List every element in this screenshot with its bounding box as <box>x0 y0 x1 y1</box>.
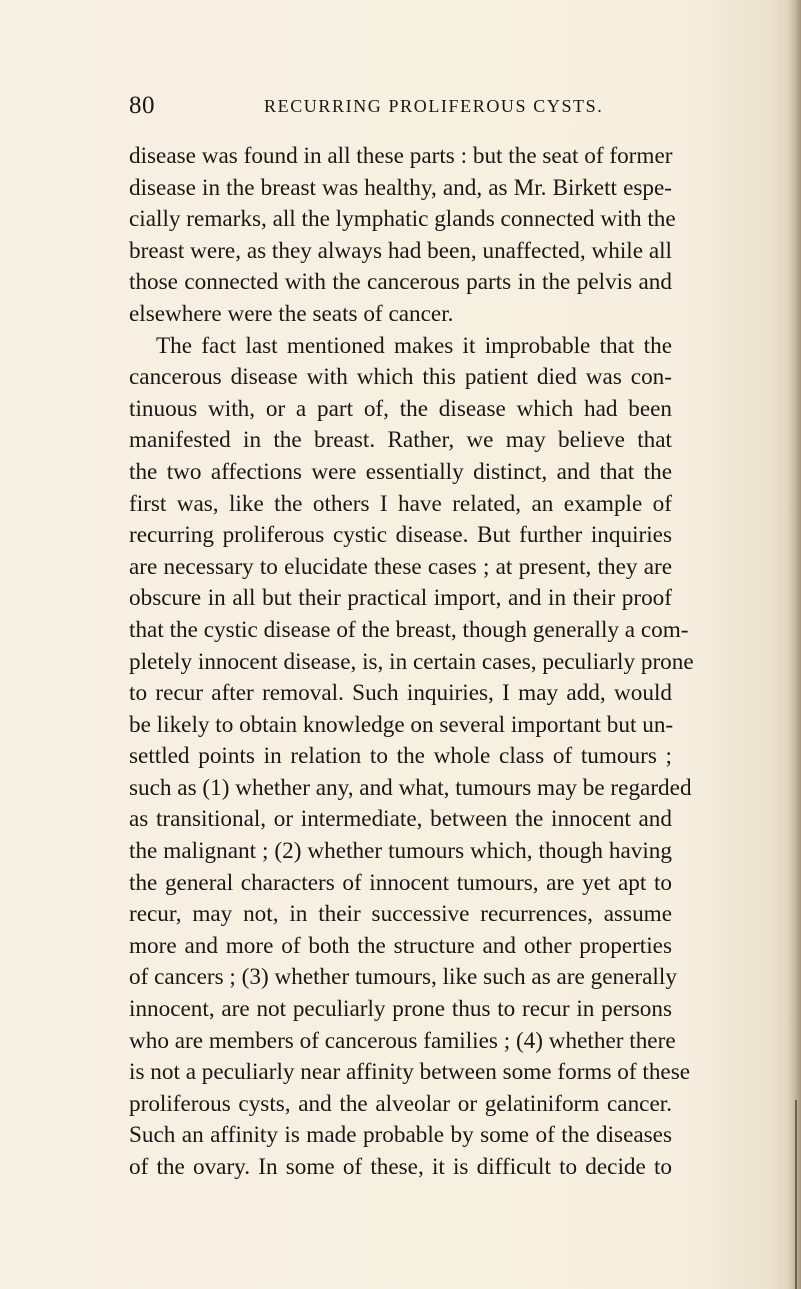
text-line: cially remarks, all the lymphatic glands connected with the <box>129 206 676 233</box>
running-head <box>129 92 671 124</box>
text-line: as transitional, or intermediate, between the innocent and <box>129 806 672 833</box>
text-line: of the ovary. In some of these, it is difficult to decide to <box>129 1154 672 1180</box>
body-text <box>129 141 694 1184</box>
text-line: settled points in relation to the whole class of tumours ; <box>129 743 672 770</box>
text-line: of cancers ; (3) whether tumours, like such as are generally <box>129 964 677 991</box>
text-line: to recur after removal. Such inquiries, I may add, would <box>129 680 672 707</box>
text-line: those connected with the cancerous parts in the pelvis and <box>129 269 672 296</box>
text-line: obscure in all but their practical import, and in their proof <box>129 585 672 612</box>
text-line: disease was found in all these parts : but the seat of former <box>129 143 673 169</box>
page-edge-shadow <box>787 0 801 1289</box>
text-line: disease in the breast was healthy, and, as Mr. Birkett espe- <box>129 174 672 201</box>
text-line: the two affections were essentially distinct, and that the <box>129 458 672 485</box>
page-number: 80 <box>129 92 155 119</box>
text-line: are necessary to elucidate these cases ; at present, they are <box>129 553 672 580</box>
text-line: Such an affinity is made probable by some of the diseases <box>129 1122 672 1149</box>
text-line: the malignant ; (2) whether tumours which, though having <box>129 838 672 865</box>
text-line: recur, may not, in their successive recurrences, assume <box>129 901 672 928</box>
running-title: RECURRING PROLIFEROUS CYSTS. <box>264 96 604 116</box>
text-line: who are members of cancerous families ; (4) whether there <box>129 1027 676 1054</box>
text-line: proliferous cysts, and the alveolar or gelatiniform cancer. <box>129 1090 672 1117</box>
text-line: innocent, are not peculiarly prone thus to recur in persons <box>129 996 672 1023</box>
text-line: first was, like the others I have related, an example of <box>129 490 672 517</box>
text-line: elsewhere were the seats of cancer. <box>129 300 454 327</box>
text-line: is not a peculiarly near affinity between some forms of these <box>129 1059 691 1086</box>
text-line: manifested in the breast. Rather, we may believe that <box>129 427 672 454</box>
text-line: more and more of both the structure and other properties <box>129 932 672 959</box>
page-edge-line <box>795 1100 797 1289</box>
text-line: the general characters of innocent tumours, are yet apt to <box>129 869 672 896</box>
text-line: recurring proliferous cystic disease. But further inquiries <box>129 522 672 549</box>
text-line: tinuous with, or a part of, the disease which had been <box>129 395 672 422</box>
text-line: breast were, as they always had been, unaffected, while all <box>129 237 672 264</box>
text-line: that the cystic disease of the breast, though generally a com- <box>129 616 689 643</box>
text-line: The fact last mentioned makes it improbable that the <box>156 332 672 359</box>
text-line: be likely to obtain knowledge on several important but un- <box>129 711 674 738</box>
text-line: such as (1) whether any, and what, tumours may be regarded <box>129 774 692 801</box>
text-line: cancerous disease with which this patient died was con- <box>129 364 672 391</box>
text-line: pletely innocent disease, is, in certain cases, peculiarly prone <box>129 648 694 675</box>
